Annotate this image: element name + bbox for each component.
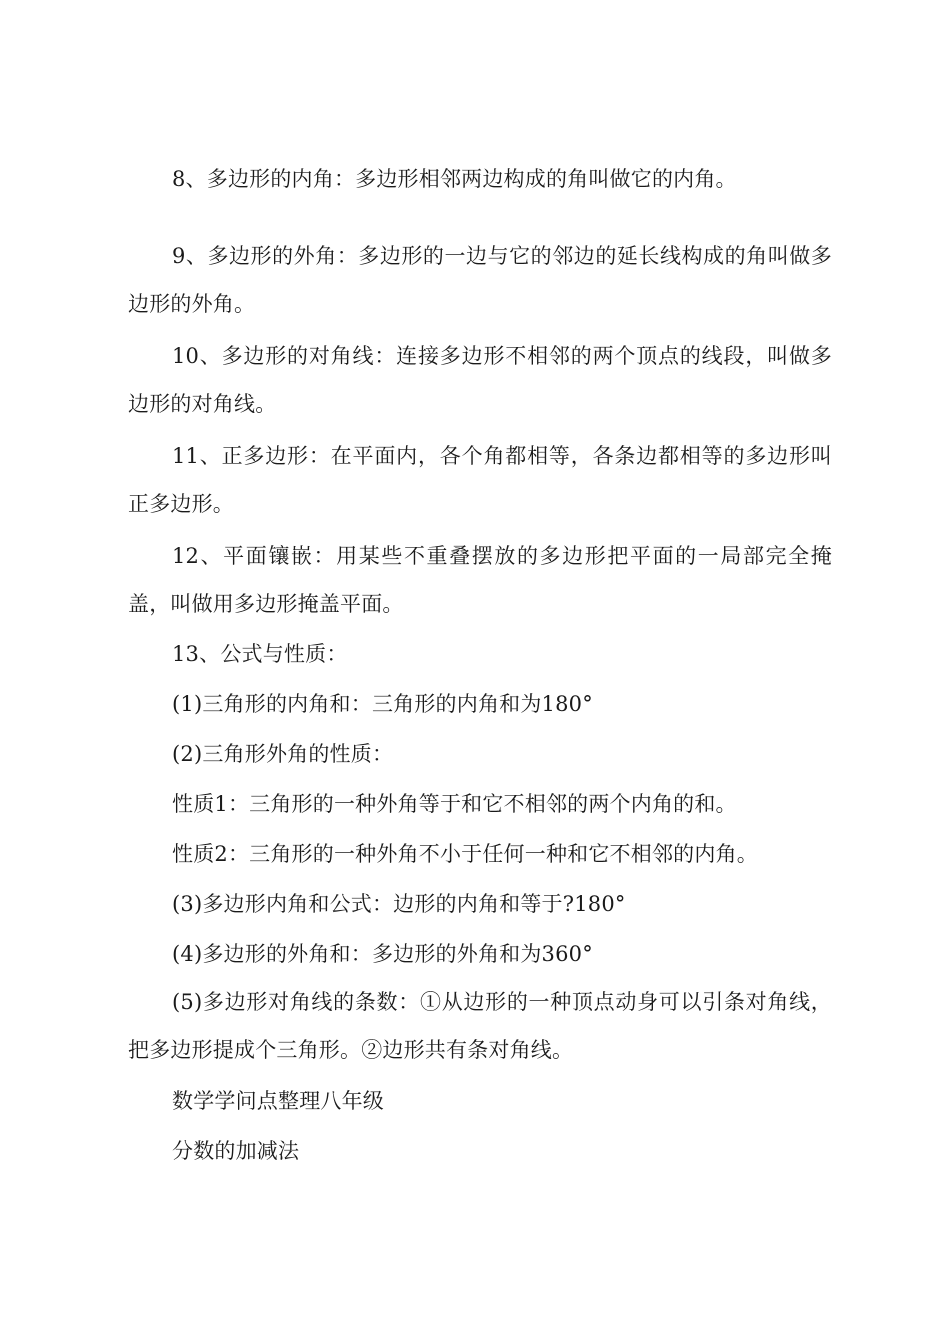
paragraph-triangle-angle-sum: (1)三角形的内角和：三角形的内角和为180° [172,692,593,716]
paragraph-diagonal-count: (5)多边形对角线的条数：①从边形的一种顶点动身可以引条对角线，把多边形提成个三角形。②边形共有条对角线。 [128,990,832,1062]
paragraph-regular-polygon: 11、正多边形：在平面内，各个角都相等，各条边都相等的多边形叫正多边形。 [128,444,832,516]
paragraph-exterior-angle: 9、多边形的外角：多边形的一边与它的邻边的延长线构成的角叫做多边形的外角。 [128,244,832,316]
paragraph-interior-angle: 8、多边形的内角：多边形相邻两边构成的角叫做它的内角。 [172,167,737,191]
paragraph-fraction-addition: 分数的加减法 [172,1139,300,1163]
paragraph-property-1: 性质1：三角形的一种外角等于和它不相邻的两个内角的和。 [172,792,737,816]
paragraph-section-title: 数学学问点整理八年级 [172,1089,384,1113]
paragraph-polygon-angle-sum-formula: (3)多边形内角和公式：边形的内角和等于?180° [172,892,626,916]
paragraph-diagonal: 10、多边形的对角线：连接多边形不相邻的两个顶点的线段，叫做多边形的对角线。 [128,344,832,416]
paragraph-exterior-angle-properties: (2)三角形外角的性质： [172,742,394,766]
paragraph-polygon-exterior-sum: (4)多边形的外角和：多边形的外角和为360° [172,942,593,966]
paragraph-formulas-heading: 13、公式与性质： [172,642,348,666]
paragraph-tessellation: 12、平面镶嵌：用某些不重叠摆放的多边形把平面的一局部完全掩盖，叫做用多边形掩盖平面。 [128,544,832,616]
paragraph-property-2: 性质2：三角形的一种外角不小于任何一种和它不相邻的内角。 [172,842,758,866]
